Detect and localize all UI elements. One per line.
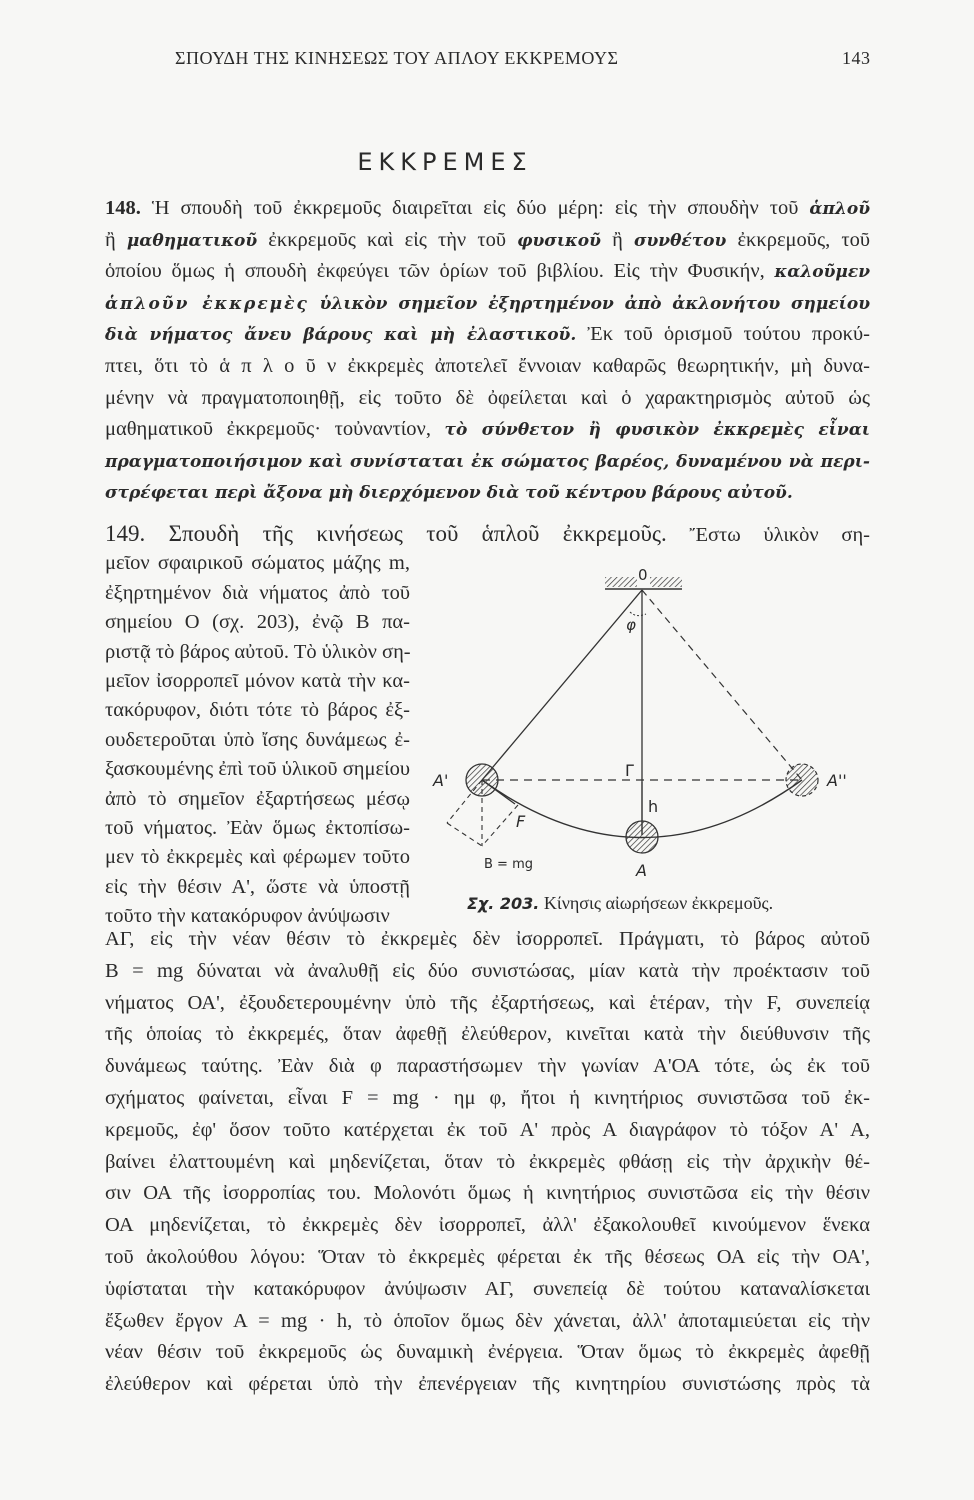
label-A-double-prime: A'' bbox=[827, 771, 847, 790]
body-text: ἔξωθεν ἔργον Α = mg · h, τὸ ὁποῖον ὅμως δὲν χάνεται, ἀλλ' ἀποταμιεύεται εἰς τὴν bbox=[105, 1309, 870, 1332]
body-text: μεῖον ἰσορροπεῖ μόνον κατὰ τὴν κα- bbox=[105, 670, 410, 692]
body-text: ἁ π λ ο ῦ ν bbox=[219, 355, 337, 377]
bob-opposite bbox=[786, 764, 818, 796]
caption-number: Σχ. 203. bbox=[467, 894, 540, 913]
body-text: ουδετεροῦται ὑπὸ ἴσης δυνάμεως ἐ- bbox=[105, 728, 410, 751]
chapter-title: ΕΚΚΡΕΜΕΣ bbox=[357, 148, 533, 176]
body-text: Ἐκ τοῦ ὁρισμοῦ τούτου προκύ- bbox=[576, 323, 870, 346]
body-text: σημείου Ο (σχ. 203), ἐνῷ Β πα- bbox=[105, 611, 410, 634]
body-text: τοῦ ἀκολούθου λόγου: Ὅταν τὸ ἐκκρεμὲς φέρεται ἐκ τῆς θέσεως ΟΑ εἰς τὴν ΟΑ', bbox=[105, 1246, 870, 1268]
body-text: Β = mg δύναται νὰ ἀναλυθῇ εἰς δύο συνιστώσας, μίαν κατὰ τὴν προέκτασιν τοῦ bbox=[105, 959, 870, 982]
string-opposite bbox=[642, 590, 802, 780]
body-text: ἐξηρτημένον διὰ νήματος ἀπὸ τοῦ bbox=[105, 581, 410, 604]
body-text: μαθηματικοῦ ἐκκρεμοῦς· τοὐναντίον, bbox=[105, 418, 445, 441]
body-text: κρεμοῦς, ἐφ' ὅσον τοῦτο κατέρχεται ἐκ τοῦ Α' πρὸς Α διαγράφον τὸ τόξον Α' Α, bbox=[105, 1118, 870, 1141]
label-weight: B = mg bbox=[484, 857, 533, 872]
body-text: νήματος ΟΑ', ἐξουδετερουμένην ὑπὸ τῆς ἐξαρτήσεως, καὶ ἑτέραν, τὴν F, συνεπείᾳ bbox=[105, 991, 870, 1014]
body-text: τοῦτο τὴν κατακόρυφον ἀνύψωσιν bbox=[105, 905, 390, 928]
emphasis-text: μαθηματικοῦ bbox=[126, 230, 258, 251]
emphasis-text: ἁπλοῦ bbox=[809, 199, 870, 219]
body-text: μεῖον σφαιρικοῦ σώματος μάζης m, bbox=[105, 552, 410, 575]
body-text: μένην νὰ πραγματοποιηθῇ, εἰς τοῦτο δὲ ὀφείλεται καὶ ὁ χαρακτηρισμὸς αὐτοῦ ὡς bbox=[105, 386, 870, 409]
emphasis-text: 149. Σπουδὴ τῆς κινήσεως τοῦ ἁπλοῦ ἐκκρεμοῦς. bbox=[105, 521, 667, 546]
emphasis-text: ὑλικὸν σημεῖον ἐξηρτημένον ἀπὸ ἀκλονήτου σημείου bbox=[308, 293, 870, 314]
body-text: ριστᾷ τὸ βάρος αὐτοῦ. Τὸ ὑλικὸν ση- bbox=[105, 640, 411, 663]
label-A: A bbox=[636, 861, 647, 880]
emphasis-text: τὸ σύνθετον ἢ φυσικὸν ἐκκρεμὲς εἶναι bbox=[444, 420, 870, 441]
body-text: βαίνει ἐλαττουμένη καὶ μηδενίζεται, ὅταν τὸ ἐκκρεμὲς φθάσῃ εἰς τὴν ἀρχικὴν θέ- bbox=[105, 1150, 870, 1173]
body-text: τῆς ὁποίας τὸ ἐκκρεμές, ὅταν ἀφεθῇ ἐλεύθερον, κινεῖται κατὰ τὴν διεύθυνσιν τῆς bbox=[105, 1023, 870, 1046]
string-displaced bbox=[482, 590, 642, 780]
label-A-prime: A' bbox=[433, 771, 449, 790]
body-text: δυνάμεως ταύτης. Ἐὰν διὰ φ παραστήσωμεν τὴν γωνίαν Α'ΟΑ τότε, ὡς ἐκ τοῦ bbox=[105, 1055, 870, 1078]
emphasis-text: ἁπλοῦν ἐκκρεμὲς bbox=[105, 293, 309, 314]
label-O: 0 bbox=[638, 566, 648, 584]
body-text: τακόρυφον, διότι τότε τὸ βάρος ἐξ- bbox=[105, 699, 410, 722]
force-diagram bbox=[447, 780, 518, 846]
body-text: Ἔστω ὑλικὸν ση- bbox=[666, 524, 871, 546]
body-text: ἢ bbox=[600, 228, 634, 251]
label-h: h bbox=[648, 797, 659, 816]
emphasis-text: στρέφεται περὶ ἄξονα μὴ διερχόμενον διὰ τοῦ κέντρου βάρους αὐτοῦ. bbox=[105, 483, 793, 504]
body-text: ξασκουμένης ἐπὶ τοῦ ὑλικοῦ σημείου bbox=[105, 758, 410, 781]
label-gamma: Γ bbox=[625, 761, 634, 780]
body-text: ὁποίου ὅμως ἡ σπουδὴ ἐκφεύγει τῶν ὁρίων τοῦ βιβλίου. Εἰς τὴν Φυσικήν, bbox=[105, 260, 775, 283]
body-text: σιν ΟΑ τῆς ἰσορροπίας του. Μολονότι ὅμως ἡ κινητήριος συνιστῶσα εἰς τὴν θέσιν bbox=[105, 1182, 870, 1205]
emphasis-text: διὰ νήματος ἄνευ βάρους καὶ μὴ ἐλαστικοῦ. bbox=[105, 325, 577, 346]
caption-text: Κίνησις αἰωρήσεων ἐκκρεμοῦς. bbox=[539, 893, 774, 913]
body-text: ΟΑ μηδενίζεται, τὸ ἐκκρεμὲς δὲν ἰσορροπεῖ, ἀλλ' ἐξακολουθεῖ κινούμενον ἕνεκα bbox=[105, 1214, 870, 1237]
body-text: Ἡ σπουδὴ τοῦ ἐκκρεμοῦς διαιρεῖται εἰς δύο μέρη: εἰς τὴν σπουδὴν τοῦ bbox=[140, 197, 810, 219]
figure-caption bbox=[467, 893, 773, 914]
emphasis-text: καλοῦμεν bbox=[774, 262, 870, 283]
body-text: τοῦ νήματος. Ἐὰν ὅμως ἐκτοπίσω- bbox=[105, 817, 410, 839]
body-text: ΑΓ, εἰς τὴν νέαν θέσιν τὸ ἐκκρεμὲς δὲν ἰσορροπεῖ. Πράγματι, τὸ βάρος αὐτοῦ bbox=[105, 928, 870, 950]
emphasis-text: φυσικοῦ bbox=[517, 230, 601, 251]
body-text: ἐκκρεμοῦς, τοῦ bbox=[726, 228, 870, 251]
label-F: F bbox=[516, 812, 526, 831]
emphasis-text: συνθέτου bbox=[633, 230, 727, 251]
body-text: ἐλεύθερον καὶ φέρεται ὑπὸ τὴν ἐπενέργειαν τῆς κινητηρίου συνιστώσης πρὸς τὰ bbox=[105, 1373, 870, 1396]
emphasis-text: πραγματοποιήσιμον καὶ συνίσταται ἐκ σώματος βαρέος, δυναμένου νὰ περι- bbox=[105, 451, 870, 472]
body-text: νέαν θέσιν τοῦ ἐκκρεμοῦς ὡς δυναμικὴ ἐνέργεια. Ὅταν ὅμως τὸ ἐκκρεμὲς ἀφεθῇ bbox=[105, 1341, 870, 1364]
body-text: ἐκκρεμοῦς καὶ εἰς τὴν τοῦ bbox=[257, 228, 518, 251]
body-text: πτει, ὅτι τὸ bbox=[105, 355, 220, 377]
body-text: ἐκκρεμὲς ἀποτελεῖ ἔννοιαν καθαρῶς θεωρητικήν, μὴ δυνα- bbox=[336, 355, 871, 377]
body-text: σχήματος φαίνεται, εἶναι F = mg · ημ φ, ἤτοι ἡ κινητήριος συνιστῶσα τοῦ ἐκ- bbox=[105, 1087, 870, 1109]
emphasis-text: 148. bbox=[105, 197, 141, 219]
running-title: ΣΠΟΥΔΗ ΤΗΣ ΚΙΝΗΣΕΩΣ ΤΟΥ ΑΠΛΟΥ ΕΚΚΡΕΜΟΥΣ bbox=[175, 48, 619, 68]
body-text: εἰς τὴν θέσιν Α', ὥστε νὰ ὑποστῇ bbox=[105, 875, 410, 898]
body-text: μεν τὸ ἐκκρεμὲς καὶ φέρωμεν τοῦτο bbox=[105, 846, 410, 869]
label-phi: φ bbox=[626, 616, 636, 634]
body-text: ὑφίσταται τὴν κατακόρυφον ἀνύψωσιν ΑΓ, συνεπείᾳ δὲ τούτου καταναλίσκεται bbox=[105, 1277, 870, 1300]
page-number: 143 bbox=[842, 48, 871, 68]
body-text: ἀπὸ τὸ σημεῖον ἐξαρτήσεως μέσῳ bbox=[105, 787, 410, 810]
body-text: ἢ bbox=[105, 228, 127, 251]
